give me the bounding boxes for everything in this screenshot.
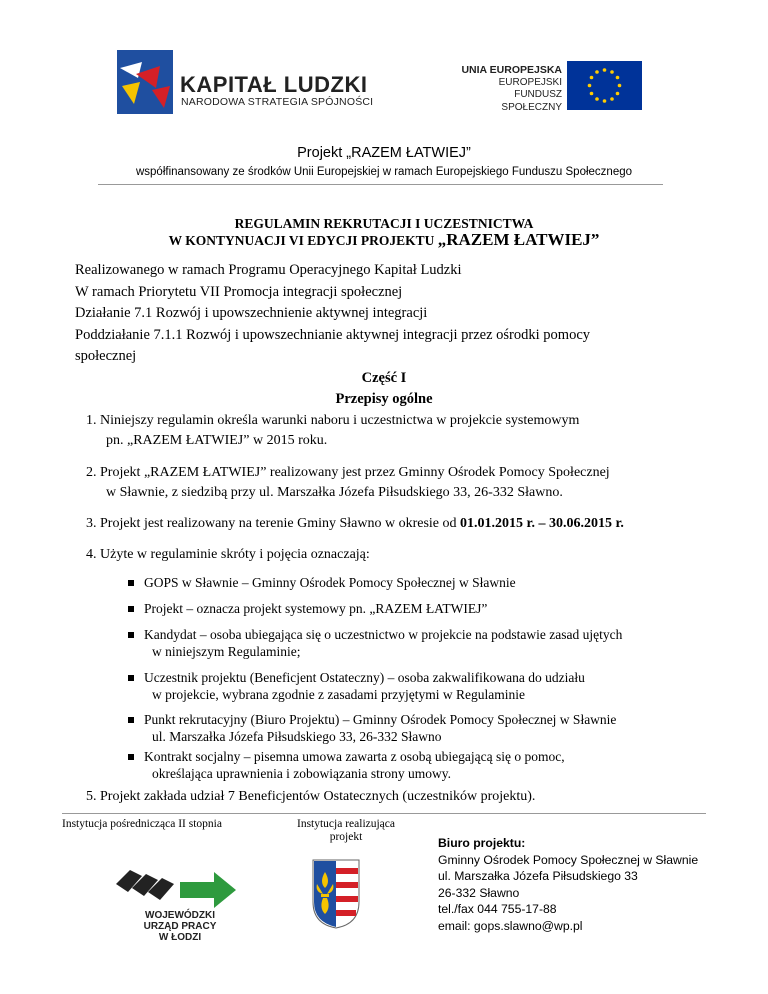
bullet-square-icon — [128, 606, 134, 612]
point-5 — [86, 787, 535, 807]
office-heading: Biuro projektu: — [438, 836, 526, 850]
intro-line: W ramach Priorytetu VII Promocja integracji społecznej — [75, 283, 403, 300]
intro-line: Realizowanego w ramach Programu Operacyjnego Kapitał Ludzki — [75, 262, 462, 278]
bullet-2-text: Projekt – oznacza projekt systemowy pn. „RAZEM ŁATWIEJ” — [144, 601, 488, 616]
footer-divider — [62, 813, 706, 814]
bullet-4-line-2: w projekcie, wybrana zgodnie z zasadami przyjętymi w Regulaminie — [152, 686, 525, 702]
part-subtitle: Przepisy ogólne — [335, 391, 433, 407]
point-1-line-2: pn. „RAZEM ŁATWIEJ” w 2015 roku. — [106, 433, 328, 448]
office-city: 26-332 Sławno — [438, 885, 520, 900]
logo-title: KAPITAŁ LUDZKI — [180, 72, 368, 97]
eu-flag-icon — [567, 61, 642, 110]
bullet-square-icon — [128, 632, 134, 638]
bullet-square-icon — [128, 675, 134, 681]
intro-line: Poddziałanie 7.1.1 Rozwój i upowszechnianie aktywnej integracji przez ośrodki pomocy — [75, 326, 591, 343]
eu-line-3: FUNDUSZ SPOŁECZNY — [501, 89, 562, 113]
bullet-2 — [128, 601, 487, 618]
bullet-3-line-2: w niniejszym Regulaminie; — [152, 643, 301, 659]
coat-of-arms-icon — [311, 858, 361, 930]
bullet-6-line-1: Kontrakt socjalny – pisemna umowa zawarta z osobą ubiegającą się o pomoc, — [144, 749, 565, 764]
bullet-square-icon — [128, 717, 134, 723]
bullet-5-line-2: ul. Marszałka Józefa Piłsudskiego 33, 26-332 Sławno — [152, 728, 442, 744]
point-1-line-1: 1. Niniejszy regulamin określa warunki naboru i uczestnictwa w projekcie systemowym — [86, 413, 580, 428]
point-3-text: 3. Projekt jest realizowany na terenie Gminy Sławno w okresie od — [86, 516, 461, 531]
eu-line-1: UNIA EUROPEJSKA — [461, 64, 562, 76]
office-name: Gminny Ośrodek Pomocy Społecznej w Sławnie — [438, 852, 699, 867]
project-office — [438, 835, 698, 934]
point-4 — [86, 545, 370, 565]
eu-line-2: EUROPEJSKI — [498, 76, 562, 88]
bullet-6 — [128, 749, 565, 782]
point-2-line-2: w Sławnie, z siedzibą przy ul. Marszałka Józefa Piłsudskiego 33, 26-332 Sławno. — [106, 485, 563, 500]
part-title: Część I — [361, 370, 407, 386]
implementing-line-2: projekt — [329, 831, 363, 843]
bullet-square-icon — [128, 754, 134, 760]
office-email[interactable]: email: gops.slawno@wp.pl — [438, 918, 583, 933]
intro-block — [75, 260, 705, 368]
part-heading — [0, 368, 768, 410]
point-3 — [86, 514, 624, 534]
wup-line-1: WOJEWÓDZKI — [145, 910, 215, 921]
bullet-4-line-1: Uczestnik projektu (Beneficjent Ostateczny) – osoba zakwalifikowana do udziału — [144, 670, 585, 685]
point-5-text: 5. Projekt zakłada udział 7 Beneficjentów Ostatecznych (uczestników projektu). — [86, 789, 536, 804]
eu-label — [452, 64, 562, 114]
document-title — [0, 216, 768, 249]
title-line-2 — [0, 232, 768, 249]
intro-line: społecznej — [75, 348, 137, 364]
project-title: Projekt „RAZEM ŁATWIEJ” — [297, 145, 471, 161]
bullet-5 — [128, 712, 616, 745]
bullet-square-icon — [128, 580, 134, 586]
intro-line: Działanie 7.1 Rozwój i upowszechnienie aktywnej integracji — [75, 305, 428, 321]
project-subtitle: współfinansowany ze środków Unii Europejskiej w ramach Europejskiego Funduszu Społecznego — [135, 166, 633, 178]
wup-line-2: URZĄD PRACY — [143, 921, 217, 932]
title-line-2-text: W KONTYNUACJI VI EDYCJI PROJEKTU — [168, 233, 435, 248]
implementing-line-1: Instytucja realizująca — [296, 818, 395, 830]
point-1 — [86, 411, 579, 451]
intermediary-label: Instytucja pośrednicząca II stopnia — [62, 818, 222, 830]
bullet-5-line-1: Punkt rekrutacyjny (Biuro Projektu) – Gminny Ośrodek Pomocy Społecznej w Sławnie — [144, 712, 617, 727]
title-project-name: „RAZEM ŁATWIEJ” — [437, 230, 600, 249]
wup-lodz-logo — [110, 862, 250, 942]
bullet-3 — [128, 627, 622, 660]
bullet-6-line-2: określająca uprawnienia i zobowiązania strony umowy. — [152, 765, 452, 781]
point-4-text: 4. Użyte w regulaminie skróty i pojęcia oznaczają: — [86, 547, 370, 562]
title-line-1: REGULAMIN REKRUTACJI I UCZESTNICTWA — [234, 216, 534, 231]
point-2-line-1: 2. Projekt „RAZEM ŁATWIEJ” realizowany jest przez Gminny Ośrodek Pomocy Społecznej — [86, 465, 610, 480]
bullet-1-text: GOPS w Sławnie – Gminny Ośrodek Pomocy Społecznej w Sławnie — [144, 575, 516, 590]
bullet-1 — [128, 575, 516, 592]
bullet-3-line-1: Kandydat – osoba ubiegająca się o uczestnictwo w projekcie na podstawie zasad ujętych — [144, 627, 623, 642]
bullet-4 — [128, 670, 585, 703]
logo-subtitle: NARODOWA STRATEGIA SPÓJNOŚCI — [181, 96, 374, 108]
point-2 — [86, 463, 610, 503]
point-3-dates: 01.01.2015 r. – 30.06.2015 r. — [460, 516, 624, 531]
wup-line-3: W ŁODZI — [158, 932, 202, 942]
office-phone: tel./fax 044 755-17-88 — [438, 902, 557, 916]
implementing-label — [286, 818, 406, 844]
office-street: ul. Marszałka Józefa Piłsudskiego 33 — [438, 869, 638, 883]
header-divider — [98, 184, 663, 185]
